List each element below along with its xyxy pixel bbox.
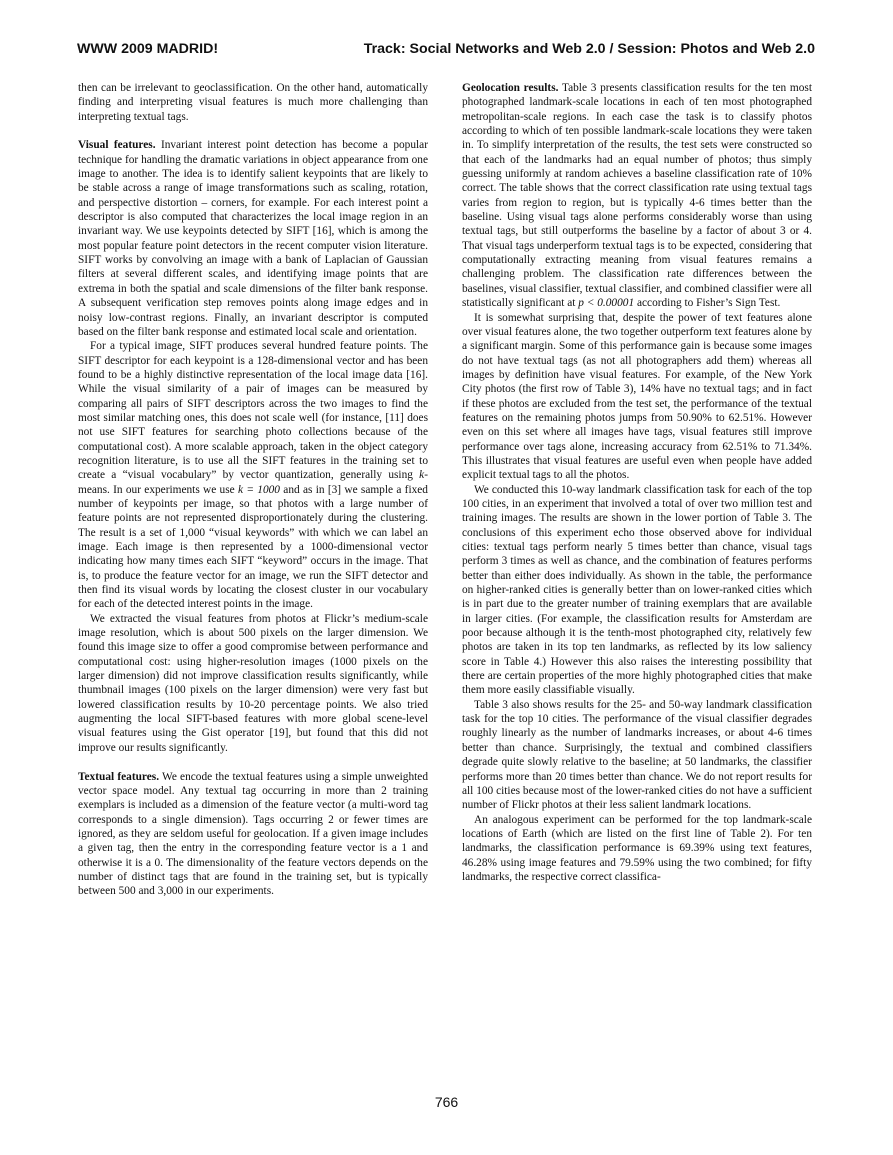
sift-text-a: For a typical image, SIFT produces several hundred feature points. The SIFT descriptor for each keypoint is a 128-dimensional vector and has been found to be a highly distinctive representation of the local image data [16]. While the visual similarity of a pair of images can be measured by comparing all pairs of SIFT descriptors across the two images to find the most similar matching ones, this does not scale well (for instance, [11] does not use SIFT features for searching photo collections because of the computational cost). A more scalable approach, taken in the object category recognition literature, is to use all the SIFT features in the training set to create a “visual vocabulary” by vector quantization, generally using (78, 340, 428, 482)
paragraph-sift-vocabulary (78, 339, 428, 612)
geo-text-b: according to Fisher’s Sign Test. (634, 297, 781, 310)
heading-visual-features: Visual features. (78, 139, 156, 152)
left-column (78, 81, 428, 899)
running-header (77, 41, 815, 63)
math-k-equals: k = 1000 (238, 483, 280, 496)
paragraph-text-vs-visual: It is somewhat surprising that, despite the power of text features alone over visual features alone, the two together outperform text features alone by a significant margin. Some of this performance gain is because some images do not have textual tags (as not all photographers add them) whereas all images by definition have visual features. For example, of the New York City photos (the first row of Table 3), 14% have no textual tags; and in fact if these photos are excluded from the test set, the performance of the textual features on the remaining photos jumps from 50.90% to 62.51%. However even on this set where all images have tags, visual features still improve performance over tags alone, increasing accuracy from 62.51% to 71.34%. This illustrates that visual features are useful even when people have added explicit textual tags to all the photos. (462, 311, 812, 482)
paragraph-geolocation-results (462, 81, 812, 311)
header-conference: WWW 2009 MADRID! (77, 41, 219, 57)
heading-geolocation-results: Geolocation results. (462, 82, 559, 94)
paragraph-intro: then can be irrelevant to geoclassification. On the other hand, automatically finding and interpreting visual features is much more challenging than interpreting textual tags. (78, 82, 428, 123)
paragraph-textual-features (78, 770, 428, 899)
sift-text-b: -means. In our experiments we use (78, 469, 428, 496)
math-k: k (419, 469, 425, 482)
paragraph-25-50-way: Table 3 also shows results for the 25- and 50-way landmark classification task for the top 10 cities. The performance of the visual classifier degrades roughly linearly as the number of landmarks increases, or about 4-6 times better than chance. Surprisingly, the textual and combined classifiers degrade quite slowly relative to the baseline; at 50 landmarks, the classifier performs more than 20 times better than chance. We do not report results for all 100 cities because most of the lower-ranked cities do not have a sufficient number of Flickr photos at their less salient landmark locations. (462, 698, 812, 812)
page-number: 766 (434, 1094, 459, 1110)
math-p-value: p < 0.00001 (578, 297, 635, 310)
geo-text-a: Table 3 presents classification results for the ten most photographed landmark-scale locations in each of ten most photographed metropolitan-scale regions. In each case the task is to classify photos according to which of ten possible landmark-scale locations they were taken in. To simplify interpretation of the results, the test sets were constructed so that each of the landmarks had an equal number of photos; thus simply guessing uniformly at random achieves a baseline classification rate of 10% correct. The table shows that the correct classification rate using textual tags varies from region to region, but is typically 4-6 times better than the baseline. Using visual tags alone performs considerably worse than using textual tags, but still outperforms the baseline by a factor of about 3 or 4. That visual tags underperform textual tags is to be expected, considering that computationally extracting meaning from visual features remains a challenging problem. The classification rate differences between the baselines, visual classifier, textual classifier, and combined classifier were all statistically significant at (462, 82, 812, 310)
paragraph-visual-features (78, 138, 428, 339)
right-column (462, 81, 812, 884)
textual-features-text: We encode the textual features using a simple unweighted vector space model. Any textual tag occurring in more than 2 training exemplars is included as a dimension of the feature vector (a multi-word tag corresponds to a single dimension). Tags occurring 2 or fewer times are ignored, as they are seldom useful for geolocation. If a given image includes a given tag, then the entry in the corresponding feature vector is a 1 and otherwise it is a 0. The dimensionality of the feature vectors depends on the number of distinct tags that are found in the training set, but is typically between 500 and 3,000 in our experiments. (78, 770, 428, 898)
paragraph-image-resolution: We extracted the visual features from photos at Flickr’s medium-scale image resolution, which is about 500 pixels on the larger dimension. We found this image size to offer a good compromise between performance and computational cost: using higher-resolution images (1000 pixels on the larger dimension) did not improve classification results significantly, while thumbnail images (100 pixels on the larger dimension) were very fast but lowered classification results by 10-20 percentage points. We also tried augmenting the local SIFT-based features with more global scene-level visual features using the Gist operator [19], but found that this did not improve our results significantly. (78, 612, 428, 754)
sift-text-c: and as in [3] we sample a fixed number of keypoints per image, so that photos with a large number of feature points are not represented disproportionately during the clustering. The result is a set of 1,000 “visual keywords” with which we can label an image. Each image is then represented by a 1000-dimensional vector indicating how many times each SIFT “keyword” occurs in the image. That is, to produce the feature vector for an image, we run the SIFT detector and then find its visual words by locating the closest cluster in our vocabulary for each of the detected interest points in the image. (78, 483, 428, 611)
header-track: Track: Social Networks and Web 2.0 / Session: Photos and Web 2.0 (363, 41, 815, 57)
visual-features-text: Invariant interest point detection has become a popular technique for handling the dramatic variations in object appearance from one image to another. The idea is to identify salient keypoints that are likely to be stable across a range of image transformations such as scaling, rotation, and perspective distortion – corners, for example. For each interest point a descriptor is also computed that characterizes the local image region in an invariant way. We use keypoints detected by SIFT [16], which is among the most popular feature point detectors in the recent computer vision literature. SIFT works by convolving an image with a bank of Laplacian of Gaussian filters at several different scales, and identifying image points that are extrema in both the spatial and scale dimensions of the filter bank response. A subsequent verification step removes points along image edges and in noisy low-contrast regions. Finally, an invariant descriptor is computed based on the filter bank response and estimated local scale and orientation. (78, 139, 428, 338)
paragraph-top-100-cities: We conducted this 10-way landmark classification task for each of the top 100 cities, in an experiment that involved a total of over two million test and training images. The results are shown in the lower portion of Table 3. The conclusions of this experiment echo those observed above for individual cities: textual tags perform nearly 5 times better than chance, visual tags perform 3 times as well as chance, and the combination of features performs better than either does individually. As shown in the table, the performance on higher-ranked cities is generally better than on lower-ranked cities which is in part due to the greater number of training exemplars that are available in larger cities. (For example, the classification results for Amsterdam are poor because although it is the tenth-most photographed city, relatively few photos are taken in its top ten landmarks, as reflected by its low saliency score in Table 4.) However this also raises the interesting possibility that there are certain properties of the more highly photographed cities that make them more easily classifiable visually. (462, 483, 812, 697)
paragraph-earth-landmarks: An analogous experiment can be performed for the top landmark-scale locations of Earth (which are listed on the first line of Table 2). For ten landmarks, the classification performance is 69.39% using text features, 46.28% using image features and 79.59% using the two combined; for fifty landmarks, the respective correct classifica- (462, 813, 812, 883)
heading-textual-features: Textual features. (78, 770, 160, 783)
